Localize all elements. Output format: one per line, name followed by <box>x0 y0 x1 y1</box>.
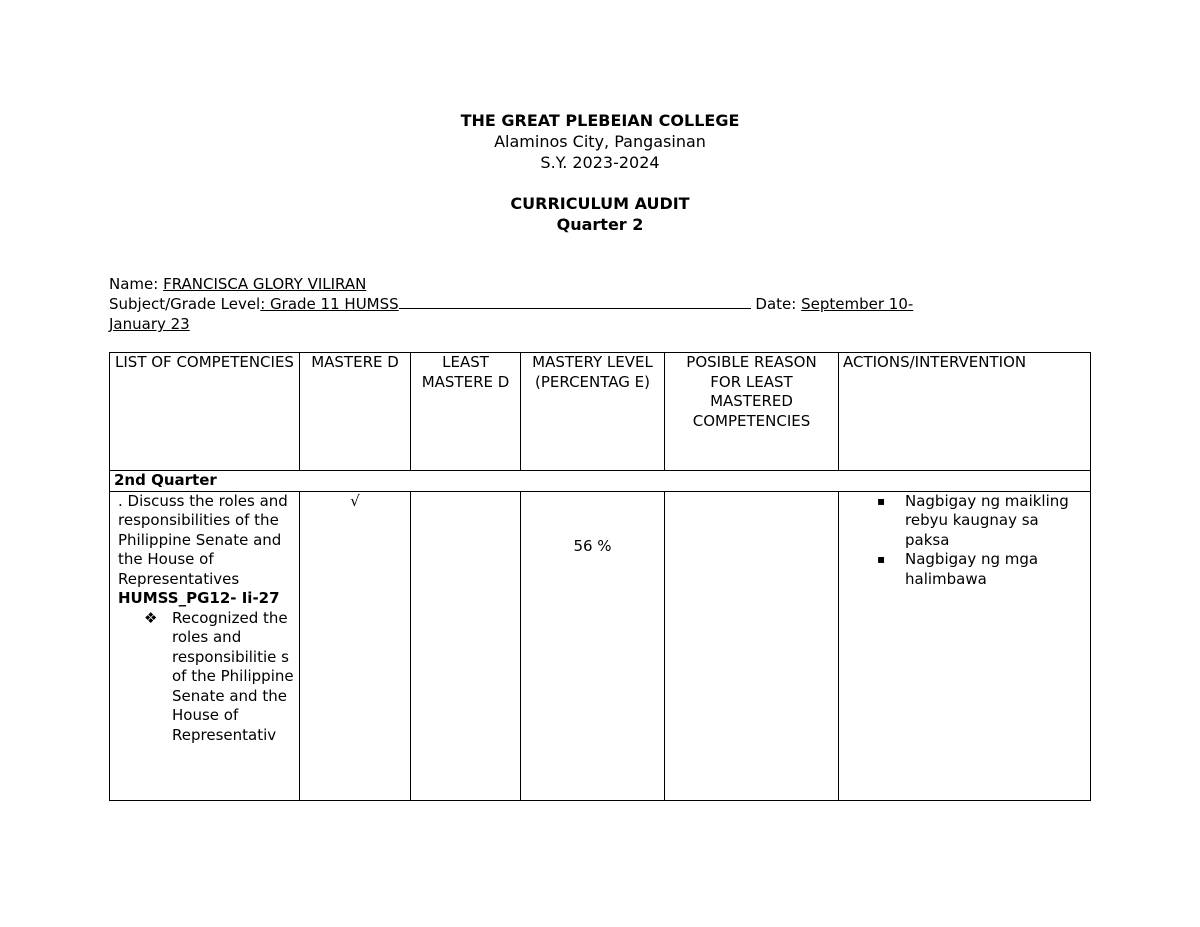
subject-label: Subject/Grade Level <box>109 295 261 313</box>
header-mastery-level: MASTERY LEVEL (PERCENTAG E) <box>521 353 665 471</box>
actions-list <box>843 492 1086 590</box>
header-actions: ACTIONS/INTERVENTION <box>839 353 1091 471</box>
mastery-level-cell <box>521 491 665 800</box>
name-label: Name: <box>109 275 164 293</box>
document-header <box>0 110 1200 173</box>
header-competencies: LIST OF COMPETENCIES <box>110 353 300 471</box>
school-name: THE GREAT PLEBEIAN COLLEGE <box>460 111 740 130</box>
section-row <box>110 471 1091 492</box>
list-item <box>843 492 1086 551</box>
school-location: Alaminos City, Pangasinan <box>494 132 706 151</box>
checkmark-icon: √ <box>350 491 360 510</box>
name-value: FRANCISCA GLORY VILIRAN <box>163 275 367 293</box>
action-text: Nagbigay ng mga halimbawa <box>905 550 1039 588</box>
header-least-mastered: LEAST MASTERE D <box>411 353 521 471</box>
table-header-row <box>110 353 1091 471</box>
least-mastered-cell <box>411 491 521 800</box>
document-title: CURRICULUM AUDIT <box>510 194 690 213</box>
reason-cell <box>665 491 839 800</box>
underline-fill <box>399 294 751 309</box>
square-bullet-icon: ▪ <box>877 493 886 508</box>
subject-line <box>109 294 1091 314</box>
header-mastered: MASTERE D <box>300 353 411 471</box>
mastery-level-value: 56 % <box>573 536 612 555</box>
section-label: 2nd Quarter <box>110 471 1091 492</box>
document-title-block <box>0 193 1200 235</box>
name-line <box>109 274 1091 294</box>
competency-cell <box>110 491 300 800</box>
competency-code: HUMSS_PG12- Ii-27 <box>118 589 280 607</box>
sub-competency-text: Recognized the roles and responsibilitie s of the Philippine Senate and the House of Representativ <box>172 608 294 744</box>
actions-cell <box>839 491 1091 800</box>
header-reason: POSIBLE REASON FOR LEAST MASTERED COMPETENCIES <box>665 353 839 471</box>
mastered-cell <box>300 491 411 800</box>
date-value-continued: January 23 <box>109 315 190 333</box>
competency-text: . Discuss the roles and responsibilities of the Philippine Senate and the House of Representatives <box>118 491 288 588</box>
meta-info <box>109 274 1091 334</box>
action-text: Nagbigay ng maikling rebyu kaugnay sa paksa <box>905 491 1069 549</box>
date-value: September 10- <box>801 295 914 313</box>
table-row <box>110 491 1091 800</box>
quarter-label: Quarter 2 <box>556 215 644 234</box>
square-bullet-icon: ▪ <box>877 552 886 566</box>
sub-competency <box>144 609 295 746</box>
date-label: Date: <box>750 295 802 313</box>
school-year: S.Y. 2023-2024 <box>540 153 660 172</box>
subject-value: : Grade 11 HUMSS <box>260 295 399 313</box>
curriculum-audit-table <box>109 352 1091 801</box>
list-item <box>843 550 1086 589</box>
diamond-bullet-icon: ❖ <box>144 608 158 627</box>
